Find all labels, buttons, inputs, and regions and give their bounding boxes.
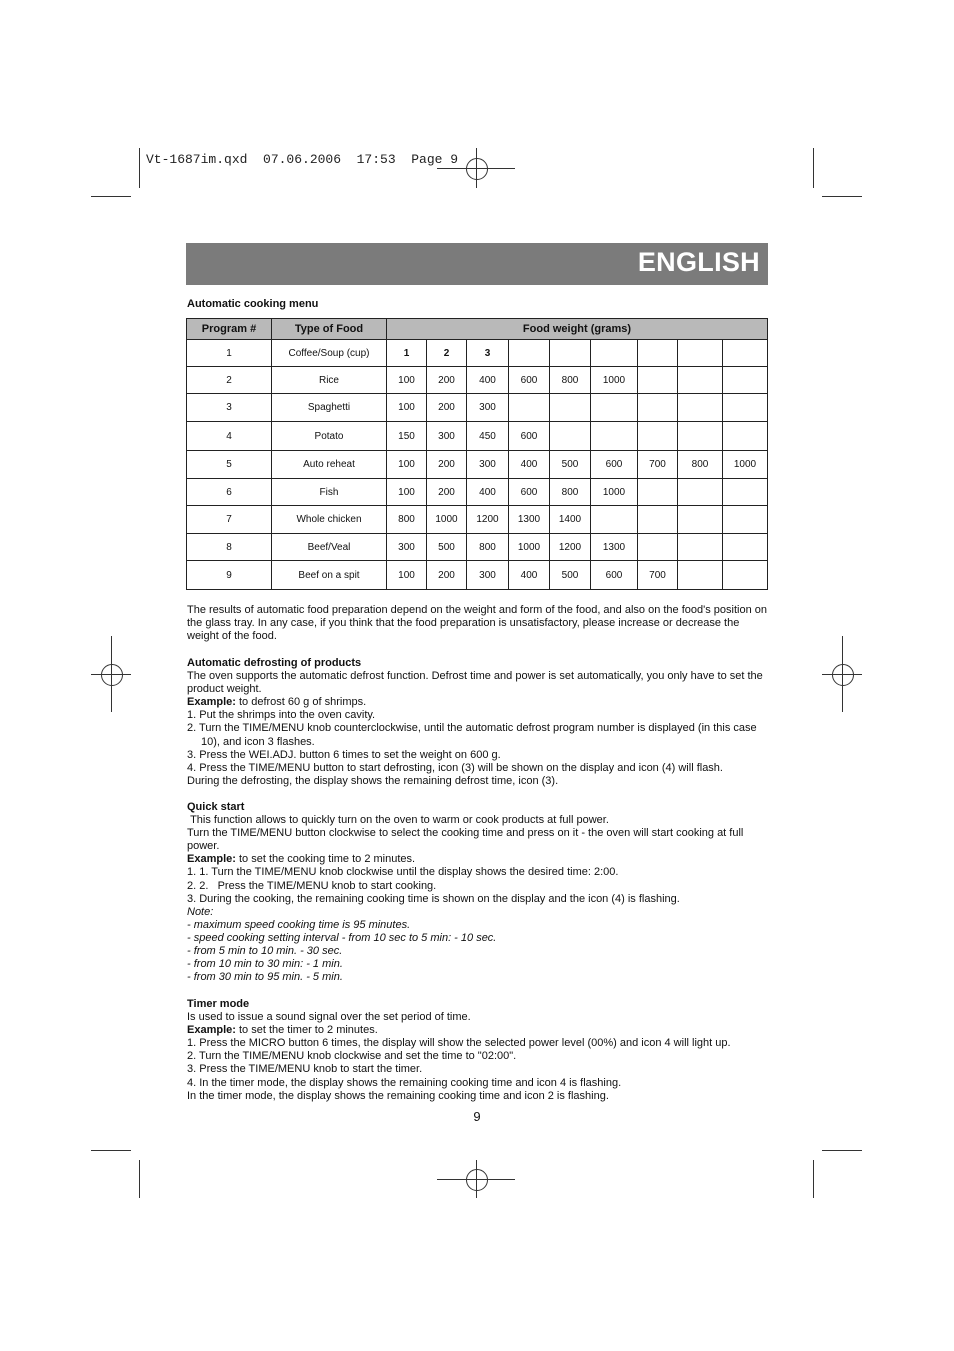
weight-cell: 100 — [387, 451, 427, 479]
weight-cell: 450 — [467, 422, 509, 451]
header-program: Program # — [187, 319, 272, 340]
weight-cell — [723, 506, 768, 534]
example-text: to defrost 60 g of shrimps. — [235, 696, 367, 709]
program-cell: 3 — [187, 394, 272, 422]
table-row — [187, 340, 768, 367]
defrost-outro: During the defrosting, the display shows the remaining defrost time, icon (3). — [187, 774, 559, 787]
weight-cell — [678, 561, 723, 590]
weight-cell: 500 — [550, 451, 591, 479]
weight-cell — [678, 422, 723, 451]
timer-intro: Is used to issue a sound signal over the set period of time. — [187, 1011, 471, 1024]
table-row — [187, 561, 768, 590]
weight-cell: 300 — [467, 451, 509, 479]
table-row — [187, 451, 768, 479]
food-cell: Potato — [272, 422, 387, 451]
defrost-step: 4. Press the TIME/MENU button to start defrosting, icon (3) will be shown on the display and icon (4) will flash. — [187, 761, 723, 774]
table-row — [187, 534, 768, 561]
weight-cell — [638, 506, 678, 534]
weight-cell: 1000 — [591, 367, 638, 394]
example-label: Example: — [187, 853, 236, 866]
weight-cell — [638, 367, 678, 394]
weight-cell: 700 — [638, 451, 678, 479]
weight-cell: 500 — [427, 534, 467, 561]
weight-cell: 500 — [550, 561, 591, 590]
note-line: - speed cooking setting interval - from 10 sec to 5 min: - 10 sec. — [187, 931, 497, 944]
weight-cell: 100 — [387, 561, 427, 590]
note-line: - from 30 min to 95 min. - 5 min. — [187, 971, 343, 984]
weight-cell: 200 — [427, 394, 467, 422]
program-cell: 5 — [187, 451, 272, 479]
weight-cell: 200 — [427, 479, 467, 506]
timer-step: 2. Turn the TIME/MENU knob clockwise and set the time to "02:00". — [187, 1050, 517, 1063]
weight-cell: 100 — [387, 394, 427, 422]
weight-cell: 100 — [387, 367, 427, 394]
weight-cell: 400 — [467, 367, 509, 394]
weight-cell: 800 — [550, 479, 591, 506]
weight-cell — [723, 422, 768, 451]
weight-cell: 200 — [427, 451, 467, 479]
auto-menu-title: Automatic cooking menu — [187, 298, 319, 310]
food-cell: Beef/Veal — [272, 534, 387, 561]
weight-cell: 1300 — [591, 534, 638, 561]
page-number: 9 — [473, 1109, 481, 1124]
note-line: - from 10 min to 30 min: - 1 min. — [187, 958, 343, 971]
defrost-intro: The oven supports the automatic defrost function. Defrost time and power is set automatically, you only have to set the product weight. — [187, 670, 763, 696]
weight-cell — [638, 534, 678, 561]
food-cell: Spaghetti — [272, 394, 387, 422]
weight-cell: 1200 — [550, 534, 591, 561]
weight-cell — [723, 367, 768, 394]
weight-cell: 400 — [509, 451, 550, 479]
header-food-weight: Food weight (grams) — [387, 319, 768, 340]
table-header-row — [187, 319, 768, 340]
weight-cell: 600 — [509, 422, 550, 451]
weight-cell: 400 — [467, 479, 509, 506]
weight-cell: 800 — [678, 451, 723, 479]
example-label: Example: — [187, 696, 236, 709]
timer-outro: In the timer mode, the display shows the remaining cooking time and icon 2 is flashing. — [187, 1089, 609, 1102]
weight-cell — [638, 422, 678, 451]
note-label: Note: — [187, 905, 214, 918]
weight-cell — [509, 340, 550, 367]
weight-cell — [723, 479, 768, 506]
weight-cell — [723, 561, 768, 590]
weight-cell: 800 — [550, 367, 591, 394]
defrost-step: 2. Turn the TIME/MENU knob counterclockwise, until the automatic defrost program number is displayed (in this case 10), and icon 3 flashes. — [187, 722, 757, 748]
program-cell: 7 — [187, 506, 272, 534]
example-text: to set the timer to 2 minutes. — [235, 1024, 378, 1037]
quick-step: 1. 1. Turn the TIME/MENU knob clockwise until the display shows the desired time: 2:00. — [187, 866, 619, 879]
table-row — [187, 367, 768, 394]
weight-cell: 600 — [509, 479, 550, 506]
food-cell: Coffee/Soup (cup) — [272, 340, 387, 367]
weight-cell: 1300 — [509, 506, 550, 534]
weight-cell — [678, 534, 723, 561]
timer-example — [187, 1024, 767, 1037]
timer-step: 1. Press the MICRO button 6 times, the display will show the selected power level (00%) and icon 4 will light up. — [187, 1037, 731, 1050]
weight-cell — [723, 340, 768, 367]
table-row — [187, 394, 768, 422]
weight-cell — [638, 340, 678, 367]
quick-intro-2: Turn the TIME/MENU button clockwise to select the cooking time and press on it - the oven will start cooking at full power. — [187, 827, 744, 853]
weight-cell — [638, 479, 678, 506]
weight-cell — [509, 394, 550, 422]
weight-cell — [550, 422, 591, 451]
defrost-example — [187, 696, 767, 709]
defrost-section — [187, 657, 767, 788]
food-cell: Fish — [272, 479, 387, 506]
auto-cooking-table — [186, 318, 768, 590]
table-row — [187, 506, 768, 534]
defrost-step: 3. Press the WEI.ADJ. button 6 times to set the weight on 600 g. — [187, 748, 501, 761]
food-cell: Auto reheat — [272, 451, 387, 479]
defrost-title: Automatic defrosting of products — [187, 657, 362, 669]
quick-step: 2. 2. Press the TIME/MENU knob to start cooking. — [187, 879, 437, 892]
table-row — [187, 479, 768, 506]
weight-cell: 600 — [509, 367, 550, 394]
note-line: - maximum speed cooking time is 95 minutes. — [187, 918, 411, 931]
weight-cell: 1000 — [509, 534, 550, 561]
program-cell: 1 — [187, 340, 272, 367]
weight-cell: 800 — [467, 534, 509, 561]
results-note-text: The results of automatic food preparation depend on the weight and form of the food, and also on the food's position on the glass tray. In any case, if you think that the food preparation is unsatisfactory, please increase or decrease the weight of the food. — [187, 604, 767, 643]
weight-cell: 2 — [427, 340, 467, 367]
program-cell: 6 — [187, 479, 272, 506]
quick-start-section — [187, 801, 767, 984]
weight-cell: 300 — [387, 534, 427, 561]
quick-title: Quick start — [187, 801, 245, 813]
weight-cell: 200 — [427, 367, 467, 394]
program-cell: 8 — [187, 534, 272, 561]
weight-cell: 200 — [427, 561, 467, 590]
weight-cell — [678, 506, 723, 534]
weight-cell — [591, 506, 638, 534]
timer-step: 3. Press the TIME/MENU knob to start the timer. — [187, 1063, 423, 1076]
weight-cell — [550, 394, 591, 422]
weight-cell: 300 — [427, 422, 467, 451]
program-cell: 9 — [187, 561, 272, 590]
weight-cell — [678, 479, 723, 506]
example-label: Example: — [187, 1024, 236, 1037]
quick-step: 3. During the cooking, the remaining cooking time is shown on the display and the icon (4) is flashing. — [187, 892, 680, 905]
weight-cell: 600 — [591, 451, 638, 479]
weight-cell — [723, 394, 768, 422]
banner-title: ENGLISH — [637, 247, 760, 277]
timer-title: Timer mode — [187, 998, 250, 1010]
weight-cell — [591, 422, 638, 451]
weight-cell: 1000 — [427, 506, 467, 534]
weight-cell: 1 — [387, 340, 427, 367]
table-row — [187, 422, 768, 451]
weight-cell — [591, 340, 638, 367]
example-text: to set the cooking time to 2 minutes. — [235, 853, 416, 866]
food-cell: Whole chicken — [272, 506, 387, 534]
weight-cell: 700 — [638, 561, 678, 590]
program-cell: 2 — [187, 367, 272, 394]
timer-step: 4. In the timer mode, the display shows the remaining cooking time and icon 4 is flashing. — [187, 1076, 622, 1089]
weight-cell: 600 — [591, 561, 638, 590]
quick-example — [187, 853, 767, 866]
weight-cell — [591, 394, 638, 422]
weight-cell: 800 — [387, 506, 427, 534]
weight-cell: 1200 — [467, 506, 509, 534]
header-food-type: Type of Food — [272, 319, 387, 340]
weight-cell: 300 — [467, 394, 509, 422]
weight-cell: 100 — [387, 479, 427, 506]
weight-cell: 1400 — [550, 506, 591, 534]
note-line: - from 5 min to 10 min. - 30 sec. — [187, 945, 343, 958]
results-note — [187, 604, 767, 643]
timer-section — [187, 998, 767, 1103]
weight-cell — [678, 367, 723, 394]
weight-cell — [678, 340, 723, 367]
food-cell: Rice — [272, 367, 387, 394]
food-cell: Beef on a spit — [272, 561, 387, 590]
defrost-step: 1. Put the shrimps into the oven cavity. — [187, 709, 376, 722]
weight-cell — [723, 534, 768, 561]
weight-cell — [638, 394, 678, 422]
weight-cell: 300 — [467, 561, 509, 590]
print-header: Vt-1687im.qxd 07.06.2006 17:53 Page 9 — [146, 152, 459, 167]
language-banner — [186, 243, 768, 285]
quick-intro-1: This function allows to quickly turn on the oven to warm or cook products at full power. — [187, 814, 609, 827]
program-cell: 4 — [187, 422, 272, 451]
weight-cell — [550, 340, 591, 367]
weight-cell: 1000 — [591, 479, 638, 506]
weight-cell: 400 — [509, 561, 550, 590]
table-body — [187, 340, 768, 590]
weight-cell: 3 — [467, 340, 509, 367]
weight-cell — [678, 394, 723, 422]
weight-cell: 1000 — [723, 451, 768, 479]
weight-cell: 150 — [387, 422, 427, 451]
